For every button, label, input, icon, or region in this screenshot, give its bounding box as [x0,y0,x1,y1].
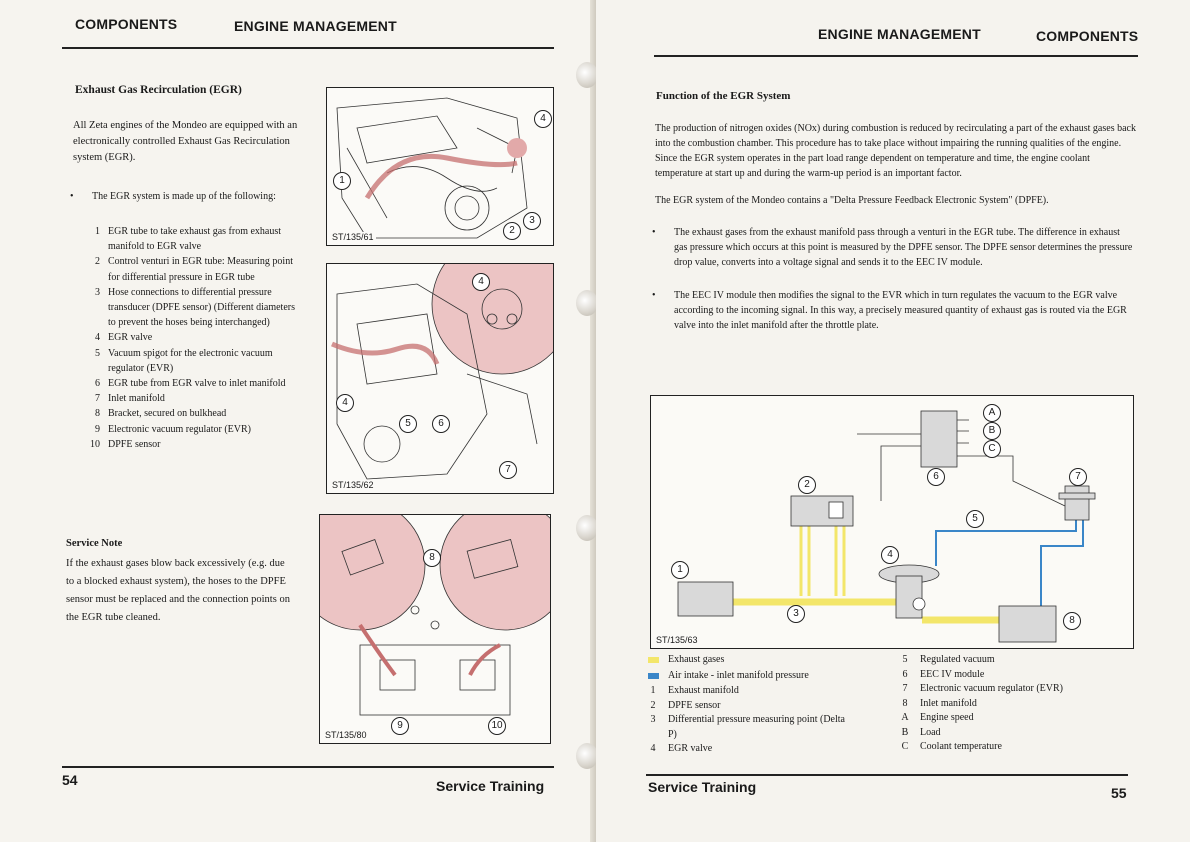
callout-1: 1 [333,172,351,190]
left-page [0,0,594,842]
bullet-dot: • [70,191,74,202]
legend-item [898,653,1098,668]
component-number: 2 [95,256,100,268]
legend-text: Electronic vacuum regulator (EVR) [920,683,1063,694]
legend-text: Differential pressure measuring point (Delta P) [668,714,845,740]
dpfe-hose-upstream [801,526,809,596]
callout-9: 9 [391,717,409,735]
binder-ring [576,515,598,541]
component-item [78,422,300,437]
legend-key: 3 [650,714,656,725]
legend-item [898,711,1098,726]
evr-regulator [1065,486,1089,520]
legend-key: C [901,741,909,752]
legend-text: Regulated vacuum [920,654,995,665]
regulated-vacuum-line [936,520,1076,566]
left-header-section: COMPONENTS [75,16,178,32]
callout-10: 10 [488,717,506,735]
legend-text: EGR valve [668,743,713,754]
color-swatch [648,673,659,679]
component-number: 9 [95,423,100,435]
legend-item [646,699,846,714]
legend-text: Exhaust manifold [668,685,739,696]
callout-7: 7 [499,461,517,479]
function-bullet-2 [652,288,1134,333]
figure-bulkhead-sensors [319,514,551,744]
legend-item [898,668,1098,683]
component-item [78,391,300,406]
component-text: Inlet manifold [108,393,165,405]
service-note-title: Service Note [66,538,123,549]
component-item [78,224,300,254]
egr-valve-body [896,576,922,618]
component-number: 1 [95,226,100,237]
function-para-2: The EGR system of the Mondeo contains a "Delta Pressure Feedback Electronic System" (DPFE). [655,195,1049,206]
egr-bullet [70,189,310,204]
component-item [78,346,300,376]
diagram-label: ST/135/63 [656,635,698,645]
diagram-callout-6: 6 [927,468,945,486]
legend-key: B [901,726,909,738]
legend-key: 2 [650,699,656,711]
right-header-section: COMPONENTS [1036,28,1139,44]
eec-iv-module [921,411,957,467]
legend-key: 5 [902,654,908,665]
legend-text: Exhaust gases [668,654,725,665]
engine-drawing-2 [327,264,553,493]
function-bullet-1-text: The exhaust gases from the exhaust manifold pass through a venturi in the EGR tube. The difference in exhaust gas pressure which occurs at this point is measured by the DPFE sensor. The DPFE sensor determines the pressure drop value, converts into a voltage signal and sends it to the EEC IV module. [674,227,1133,268]
callout-2: 2 [503,222,521,240]
legend-text: Air intake - inlet manifold pressure [668,669,809,681]
component-number: 5 [95,347,100,359]
egr-components-list [78,224,300,452]
callout-3: 3 [523,212,541,230]
egr-schematic [651,396,1133,648]
right-page-number: 55 [1111,785,1127,801]
exhaust-manifold [678,582,733,616]
legend-text: Inlet manifold [920,697,977,709]
function-para-1: The production of nitrogen oxides (NOx) during combustion is reduced by recirculating a part of the exhaust gases back into the combustion chamber. This procedure has to take place without impairing the running qualities of the engine. Since the EGR system operates in the part load range dependent on temperature and time, the engine coolant temperature at start up and during the warm-up period is an important factor. [655,123,1136,179]
legend-item [646,713,846,742]
legend-key: 1 [650,685,656,696]
egr-title: Exhaust Gas Recirculation (EGR) [75,84,242,96]
legend-item [898,697,1098,712]
air-intake-line [1041,520,1083,606]
component-text: Electronic vacuum regulator (EVR) [108,423,251,435]
function-bullet-2-text: The EEC IV module then modifies the signal to the EVR which in turn regulates the vacuum to the EGR valve according to the incoming signal. In this way, a precisely measured quantity of exhaust gas is routed via the EGR valve into the inlet manifold after the throttle plate. [674,290,1127,331]
legend-item [646,669,846,685]
diagram-callout-2: 2 [798,476,816,494]
component-text: EGR tube to take exhaust gas from exhaust manifold to EGR valve [108,226,282,253]
legend-item [646,684,846,699]
component-number: 7 [95,393,100,405]
right-header-rule [654,55,1138,57]
egr-intro: All Zeta engines of the Mondeo are equipped with an electronically controlled Exhaust Gas Recirculation system (EGR). [73,120,298,163]
left-page-number: 54 [62,772,78,788]
component-number: 8 [95,408,100,420]
dpfe-hose-downstream [836,526,844,596]
callout-4b: 4 [336,394,354,412]
component-text: EGR valve [108,332,153,344]
component-item [78,330,300,345]
component-text: Control venturi in EGR tube: Measuring point for differential pressure in EGR tube [108,256,293,283]
legend-text: Coolant temperature [920,741,1002,752]
diagram-callout-a: A [983,404,1001,422]
diagram-callout-3: 3 [787,605,805,623]
figure-label-61: ST/135/61 [332,232,374,242]
component-number: 10 [90,438,100,450]
left-header-rule [62,47,554,49]
legend-text: EEC IV module [920,668,985,680]
right-header-topic: ENGINE MANAGEMENT [818,26,981,42]
component-text: EGR tube from EGR valve to inlet manifold [108,378,286,390]
callout-4a: 4 [472,273,490,291]
right-footer-rule [646,774,1128,776]
component-text: Vacuum spigot for the electronic vacuum regulator (EVR) [108,347,273,374]
figure-engine-egr-valve [326,263,554,494]
color-swatch [648,657,659,663]
inlet-manifold [999,606,1056,642]
egr-bullet-text: The EGR system is made up of the following: [92,191,276,202]
left-header-topic: ENGINE MANAGEMENT [234,18,397,34]
legend-text: Engine speed [920,712,974,723]
legend-item [646,653,846,669]
legend-key: 8 [902,697,908,709]
left-footer-rule [62,766,554,768]
diagram-callout-7: 7 [1069,468,1087,486]
binder-ring [576,743,598,769]
figure-engine-egr-tube [326,87,554,246]
legend-item [898,682,1098,697]
component-text: DPFE sensor [108,438,161,450]
component-number: 4 [95,332,100,344]
diagram-callout-8: 8 [1063,612,1081,630]
right-footer-title: Service Training [648,779,757,795]
legend-key: 4 [650,743,656,754]
bullet-dot: • [652,290,656,301]
legend-swatch [646,653,660,669]
figure-label-80: ST/135/80 [325,730,367,740]
diagram-callout-b: B [983,422,1001,440]
service-note-text: If the exhaust gases blow back excessively (e.g. due to a blocked exhaust system), the hoses to the DPFE sensor must be replaced and the connection points on the EGR tube cleaned. [66,558,290,623]
component-item [78,406,300,421]
figure-label-62: ST/135/62 [332,480,374,490]
component-number: 6 [95,378,100,390]
component-text: Bracket, secured on bulkhead [108,408,227,420]
legend-item [898,740,1098,755]
callout-5: 5 [399,415,417,433]
right-page [596,0,1190,842]
component-item [78,254,300,284]
legend-key: 6 [902,668,908,680]
legend-key: 7 [902,683,908,694]
function-title: Function of the EGR System [656,90,791,102]
legend-key: A [901,712,909,723]
component-text: Hose connections to differential pressure transducer (DPFE sensor) (Different diameters to prevent the hoses being interchanged) [108,286,295,329]
callout-8: 8 [423,549,441,567]
component-number: 3 [95,286,100,298]
bullet-dot: • [652,227,656,238]
engine-drawing-1 [327,88,553,245]
callout-4: 4 [534,110,552,128]
function-bullet-1 [652,225,1134,270]
binder-ring [576,290,598,316]
legend-left [646,653,846,757]
left-footer-title: Service Training [436,778,545,794]
legend-item [646,742,846,757]
diagram-callout-4: 4 [881,546,899,564]
component-item [78,376,300,391]
dpfe-sensor [791,496,853,526]
binder-ring [576,62,598,88]
diagram-callout-c: C [983,440,1001,458]
legend-right [898,653,1098,755]
diagram-callout-1: 1 [671,561,689,579]
egr-system-diagram [650,395,1134,649]
component-item [78,437,300,452]
legend-text: DPFE sensor [668,699,721,711]
legend-item [898,726,1098,741]
component-item [78,285,300,331]
diagram-callout-5: 5 [966,510,984,528]
legend-swatch [646,669,660,685]
legend-text: Load [920,726,941,738]
callout-6: 6 [432,415,450,433]
